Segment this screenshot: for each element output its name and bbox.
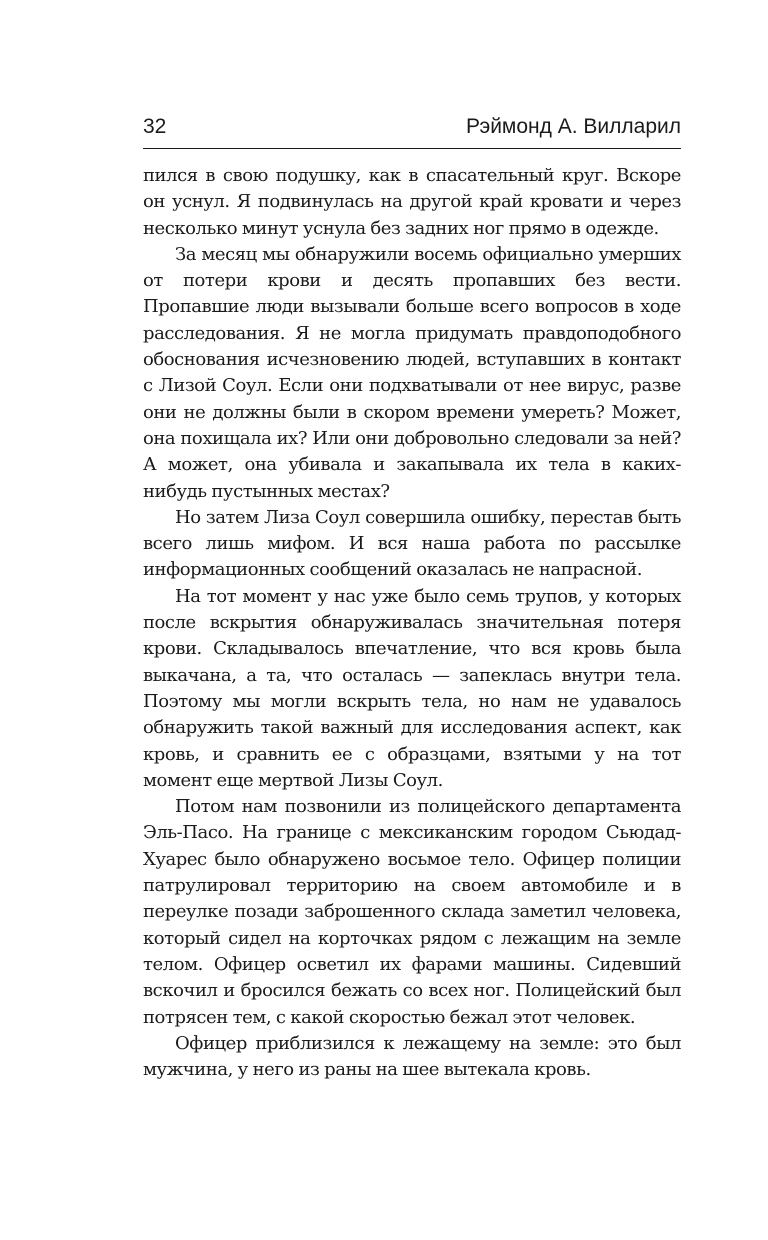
running-header xyxy=(143,112,681,149)
paragraph: пился в свою подушку, как в спасательный круг. Вскоре он уснул. Я подвинулась на другой край кровати и через несколько минут уснула без задних ног прямо в одежде. xyxy=(143,165,681,239)
page-number: 32 xyxy=(143,115,167,138)
running-title: Рэймонд А. Вилларил xyxy=(465,115,681,138)
body-text xyxy=(143,163,681,1083)
paragraph: Но затем Лиза Соул совершила ошибку, перестав быть всего лишь мифом. И вся наша работа по рассылке информационных сообщений оказалась не напрасной. xyxy=(143,506,681,581)
paragraph: Потом нам позвонили из полицейского департамента Эль-Пасо. На границе с мексиканским городом Сьюдад-Хуарес было обнаружено восьмое тело. Офицер полиции патрулировал территорию на своем автомобиле и в переулке позади заброшенного склада заметил человека, который сидел на корточках рядом с лежащим на земле телом. Офицер осветил их фарами машины. Сидевший вскочил и бросился бежать со всех ног. Полицейский был потрясен тем, с какой скоростью бежал этот человек. xyxy=(143,796,681,1028)
paragraph: Офицер приблизился к лежащему на земле: это был мужчина, у него из раны на шее вытекала кровь. xyxy=(143,1032,681,1081)
book-page xyxy=(143,112,681,1083)
paragraph: На тот момент у нас уже было семь трупов, у которых после вскрытия обнаруживалась значительная потеря крови. Складывалось впечатление, что вся кровь была выкачана, а та, что осталась — запеклась внутри тела. Поэтому мы могли вскрыть тела, но нам не удавалось обнаружить такой важный для исследования аспект, как кровь, и сравнить ее с образцами, взятыми у на тот момент еще мертвой Лизы Соул. xyxy=(143,585,681,791)
paragraph: За месяц мы обнаружили восемь официально умерших от потери крови и десять пропавших без вести. Пропавшие люди вызывали больше всего вопросов в ходе расследования. Я не могла придумать правдоподобного обоснования исчезновению людей, вступавших в контакт с Лизой Соул. Если они подхватывали от нее вирус, разве они не должны были в скором времени умереть? Может, она похищала их? Или они добровольно следовали за ней? А может, она убивала и закапывала их тела в каких-нибудь пустынных местах? xyxy=(143,243,681,502)
